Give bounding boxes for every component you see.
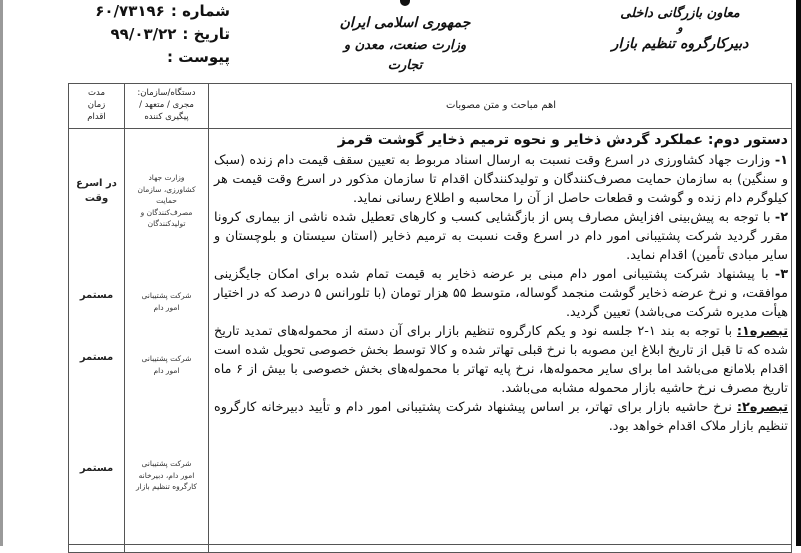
item-number: ۱- — [774, 153, 788, 168]
issuer-line-1: معاون بازرگانی داخلی — [620, 6, 740, 21]
letter-meta — [80, 0, 230, 69]
resolutions-content — [214, 130, 788, 436]
header-org-line: مجری / متعهد / — [139, 100, 194, 110]
org-text: شرکت پشتیبانی — [141, 459, 192, 468]
resolution-item-2 — [214, 208, 788, 265]
header-org-line: پیگیری کننده — [144, 112, 189, 122]
note-text: نرخ حاشیه بازار برای تهاتر، بر اساس پیشنهاد شرکت پشتیبانی امور دام و تأیید دبیرخانه کارگروه تنظیم بازار ملاک اقدام خواهد بود. — [214, 400, 788, 434]
org-cell-note-1 — [124, 458, 209, 493]
header-main: اهم مباحث و متن مصوبات — [445, 100, 557, 111]
resolutions-table — [68, 83, 792, 553]
header-duration-line: اقدام — [87, 112, 106, 122]
duration-text: وقت — [84, 193, 109, 204]
header-org-line: دستگاه/سازمان: — [137, 88, 196, 98]
duration-text: مستمر — [79, 352, 114, 363]
note-2 — [214, 398, 788, 436]
letter-date-value: ۹۹/۰۳/۲۲ — [110, 25, 177, 43]
org-text: تولیدکنندگان — [147, 219, 186, 228]
header-organization — [124, 84, 209, 131]
emblem-icon — [400, 0, 410, 6]
resolution-item-1 — [214, 151, 788, 208]
duration-text: در اسرع — [76, 178, 117, 189]
org-text: مصرف‌کنندگان و — [140, 207, 193, 217]
agenda-title: دستور دوم: عملکرد گردش ذخایر و نحوه ترمیم ذخایر گوشت قرمز — [337, 132, 788, 148]
org-text: حمایت — [156, 196, 177, 205]
attachment-row — [80, 46, 230, 69]
note-1 — [214, 322, 788, 398]
letter-number-label: شماره : — [170, 2, 230, 20]
org-text: امور دام، دبیرخانه — [138, 470, 195, 480]
issuer-line-3: دبیرکارگروه تنظیم بازار — [611, 36, 749, 52]
item-number: ۳- — [774, 267, 788, 282]
row-divider — [69, 544, 791, 545]
org-text: امور دام — [153, 302, 180, 312]
duration-text: مستمر — [79, 463, 114, 474]
letterhead-center — [330, 0, 480, 76]
duration-text: مستمر — [79, 290, 114, 301]
note-label: تبصره۲: — [736, 400, 788, 415]
letter-number-value: ۶۰/۷۳۱۹۶ — [95, 2, 165, 20]
header-duration — [69, 84, 124, 131]
duration-cell-item-3 — [69, 350, 124, 365]
org-cell-item-3 — [124, 353, 209, 376]
republic-name: جمهوری اسلامی ایران — [339, 15, 471, 31]
note-label: تبصره۱: — [736, 324, 788, 339]
issuer-block — [590, 6, 770, 52]
note-text: با توجه به بند ۱-۲ جلسه نود و یکم کارگروه تنظیم بازار برای آن دسته از محموله‌های تمدید تاریخ شده که تا قبل از تاریخ ابلاغ این مصوبه با نرخ قبلی تهاتر شده و کالا توسط بخش خصوصی تحویل شده است اقدام بلامانع می‌باشد اما برای سایر محموله‌ها، نرخ پایه تهاتر با محموله‌های بخش خصوصی با بیش از ۶ ماه تاریخ مصرف نرخ حاشیه بازار محموله مشابه می‌باشد. — [214, 324, 788, 396]
resolution-item-3 — [214, 265, 788, 322]
org-text: کشاورزی، سازمان — [137, 184, 196, 194]
duration-cell-note-1 — [69, 461, 124, 476]
item-text: وزارت جهاد کشاورزی در اسرع وقت نسبت به ارسال اسناد مربوط به تعیین سقف قیمت دام زنده (سبک و سنگین) به سازمان حمایت مصرف‌کنندگان و تولیدکنندگان اقدام تا سازمان مذکور در اسرع وقت قیمت هر کیلوگرم دام زنده و گوشت و قطعات حاصل از آن را محاسبه و اطلاع رسانی نماید. — [214, 153, 788, 206]
org-cell-item-2 — [124, 290, 209, 313]
org-text: شرکت پشتیبانی — [141, 354, 192, 363]
item-text: با توجه به پیش‌بینی افزایش مصارف پس از بازگشایی کسب و کارهای تعطیل شده ناشی از بیماری کرونا مقرر گردید شرکت پشتیبانی امور دام در اسرع وقت نسبت به ترمیم ذخایر (استان سیستان و بلوچستان و سایر مبادی تأمین) اقدام نماید. — [214, 210, 788, 263]
org-text: کارگروه تنظیم بازار — [136, 482, 197, 491]
duration-cell-item-2 — [69, 288, 124, 303]
ministry-name: وزارت صنعت، معدن و تجارت — [343, 38, 467, 73]
item-number: ۲- — [774, 210, 788, 225]
page-right-edge — [796, 0, 801, 546]
header-duration-line: مدت — [87, 88, 106, 98]
org-text: وزارت جهاد — [148, 173, 185, 182]
letter-number-row — [80, 0, 230, 23]
item-text: با پیشنهاد شرکت پشتیبانی امور دام مبنی بر عرضه ذخایر به قیمت تمام شده برای امکان جایگزینی موافقت، و نرخ عرضه ذخایر گوشت منجمد گوساله، متوسط ۵۵ هزار تومان (با تلورانس ۵ درصد که در اختیار هیأت مدیره شرکت می‌باشد) تعیین گردید. — [214, 267, 788, 320]
org-text: امور دام — [153, 365, 180, 375]
letter-date-label: تاریخ : — [182, 25, 230, 43]
issuer-line-2: و — [677, 21, 683, 34]
page-left-edge — [0, 0, 3, 546]
org-cell-item-1 — [124, 172, 209, 230]
duration-cell-item-1 — [69, 176, 124, 206]
header-duration-line: زمان — [87, 100, 106, 110]
letter-date-row — [80, 23, 230, 46]
attachment-label: پیوست : — [166, 48, 230, 66]
org-text: شرکت پشتیبانی — [141, 291, 192, 300]
